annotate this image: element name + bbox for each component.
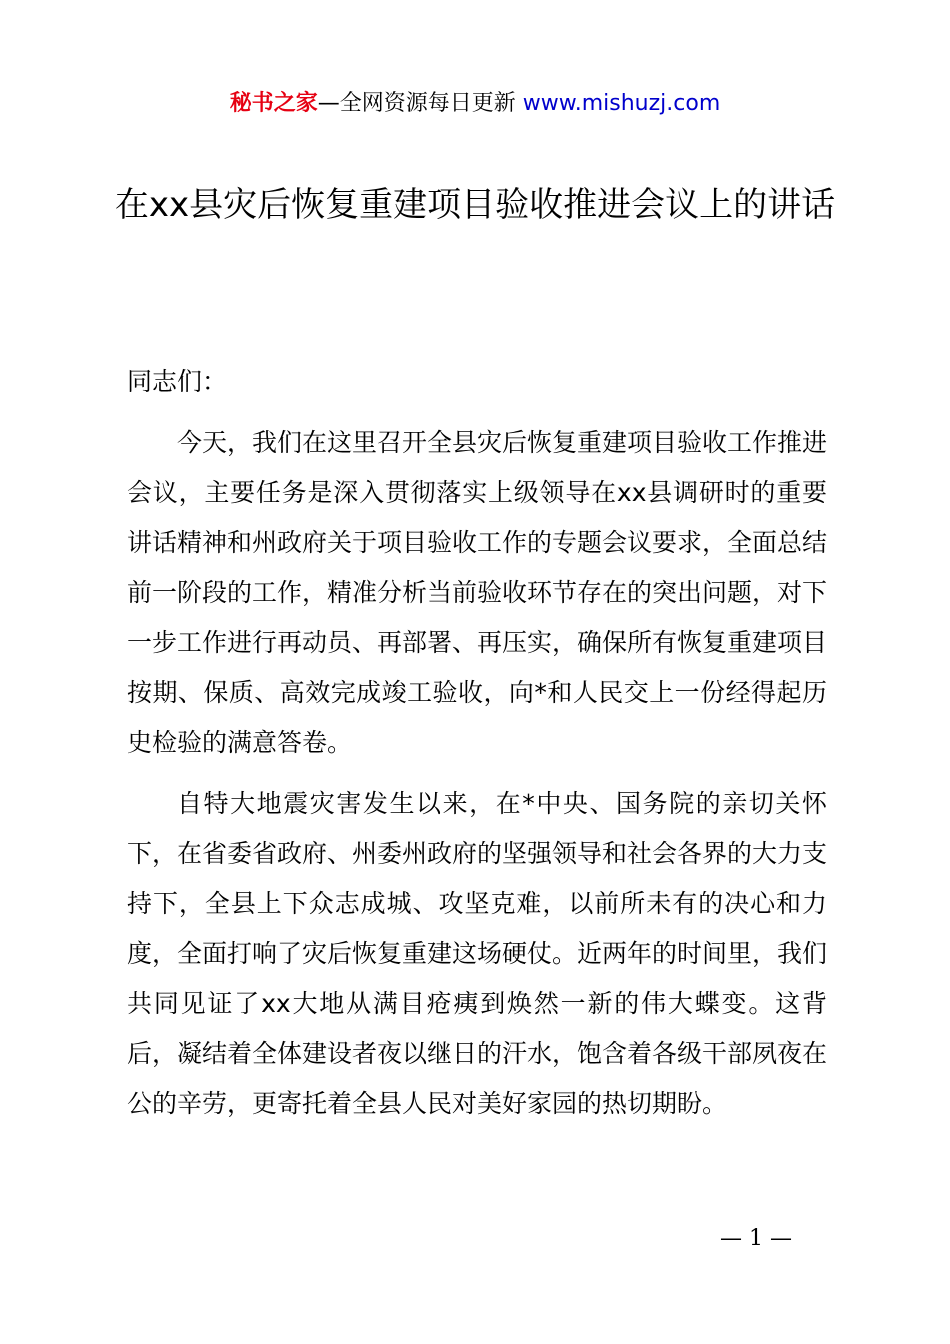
header-slogan: —全网资源每日更新 bbox=[317, 91, 516, 116]
page-number: — 1 — bbox=[720, 1226, 792, 1251]
site-url-link[interactable]: www.mishuzj.com bbox=[522, 91, 721, 116]
document-title: 在xx县灾后恢复重建项目验收推进会议上的讲话 bbox=[114, 185, 836, 225]
body-paragraph-1: 今天，我们在这里召开全县灾后恢复重建项目验收工作推进会议，主要任务是深入贯彻落实上级领导在xx县调研时的重要讲话精神和州政府关于项目验收工作的专题会议要求，全面总结前一阶段的工作，精准分析当前验收环节存在的突出问题，对下一步工作进行再动员、再部署、再压实，确保所有恢复重建项目按期、保质、高效完成竣工验收，向*和人民交上一份经得起历史检验的满意答卷。 bbox=[127, 428, 828, 757]
body-paragraph-2: 自特大地震灾害发生以来，在*中央、国务院的亲切关怀下，在省委省政府、州委州政府的坚强领导和社会各界的大力支持下，全县上下众志成城、攻坚克难，以前所未有的决心和力度，全面打响了灾后恢复重建这场硬仗。近两年的时间里，我们共同见证了xx大地从满目疮痍到焕然一新的伟大蝶变。这背后，凝结着全体建设者夜以继日的汗水，饱含着各级干部夙夜在公的辛劳，更寄托着全县人民对美好家园的热切期盼。 bbox=[127, 789, 828, 1118]
brand-name: 秘书之家 bbox=[229, 91, 318, 116]
site-header bbox=[0, 88, 950, 120]
greeting: 同志们： bbox=[127, 367, 228, 396]
